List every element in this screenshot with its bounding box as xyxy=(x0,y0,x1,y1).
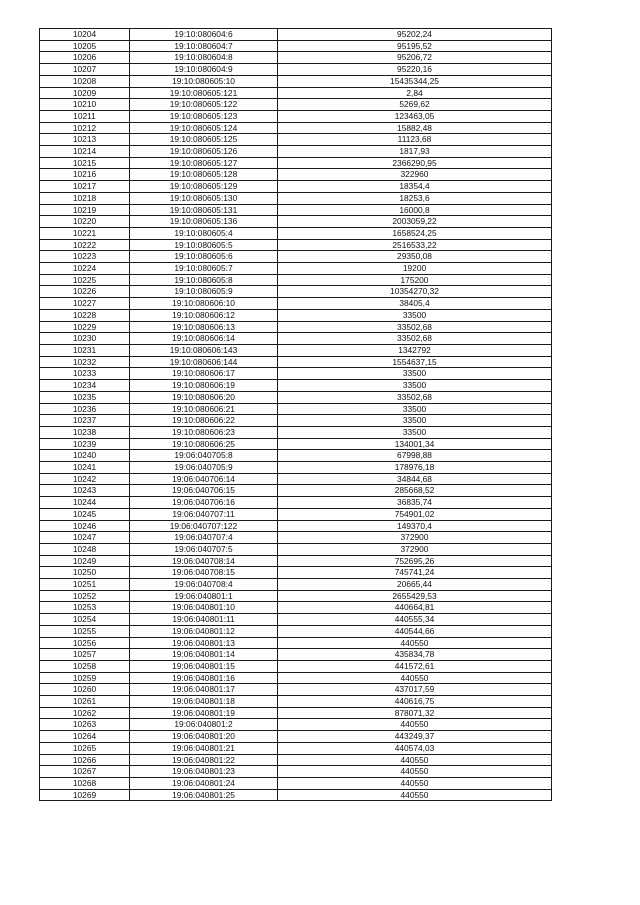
table-row xyxy=(40,110,552,122)
table-row xyxy=(40,99,552,111)
amount-cell: 745741,24 xyxy=(278,567,552,579)
data-table xyxy=(39,28,552,801)
row-id-cell: 10261 xyxy=(40,696,130,708)
table-row xyxy=(40,754,552,766)
amount-cell: 33502,68 xyxy=(278,321,552,333)
row-id-cell: 10220 xyxy=(40,216,130,228)
row-id-cell: 10210 xyxy=(40,99,130,111)
row-id-cell: 10226 xyxy=(40,286,130,298)
row-id-cell: 10256 xyxy=(40,637,130,649)
cadastral-number-cell: 19:06:040708:15 xyxy=(130,567,278,579)
cadastral-number-cell: 19:10:080605:127 xyxy=(130,157,278,169)
row-id-cell: 10217 xyxy=(40,181,130,193)
row-id-cell: 10267 xyxy=(40,766,130,778)
cadastral-number-cell: 19:06:040801:21 xyxy=(130,742,278,754)
row-id-cell: 10249 xyxy=(40,555,130,567)
cadastral-number-cell: 19:06:040707:122 xyxy=(130,520,278,532)
cadastral-number-cell: 19:06:040706:14 xyxy=(130,473,278,485)
amount-cell: 18354,4 xyxy=(278,181,552,193)
row-id-cell: 10207 xyxy=(40,64,130,76)
cadastral-number-cell: 19:06:040708:4 xyxy=(130,579,278,591)
amount-cell: 33500 xyxy=(278,309,552,321)
table-row xyxy=(40,567,552,579)
amount-cell: 15882,48 xyxy=(278,122,552,134)
cadastral-number-cell: 19:06:040705:8 xyxy=(130,450,278,462)
amount-cell: 178976,18 xyxy=(278,462,552,474)
table-row xyxy=(40,251,552,263)
row-id-cell: 10235 xyxy=(40,391,130,403)
row-id-cell: 10248 xyxy=(40,543,130,555)
table-row xyxy=(40,590,552,602)
table-row xyxy=(40,426,552,438)
cadastral-number-cell: 19:10:080605:128 xyxy=(130,169,278,181)
table-row xyxy=(40,333,552,345)
row-id-cell: 10260 xyxy=(40,684,130,696)
table-row xyxy=(40,415,552,427)
amount-cell: 440550 xyxy=(278,754,552,766)
cadastral-number-cell: 19:10:080606:13 xyxy=(130,321,278,333)
cadastral-number-cell: 19:06:040801:1 xyxy=(130,590,278,602)
table-row xyxy=(40,473,552,485)
row-id-cell: 10238 xyxy=(40,426,130,438)
row-id-cell: 10216 xyxy=(40,169,130,181)
cadastral-number-cell: 19:10:080604:7 xyxy=(130,40,278,52)
table-row xyxy=(40,169,552,181)
row-id-cell: 10205 xyxy=(40,40,130,52)
table-row xyxy=(40,532,552,544)
row-id-cell: 10264 xyxy=(40,731,130,743)
amount-cell: 5269,62 xyxy=(278,99,552,111)
cadastral-number-cell: 19:06:040801:2 xyxy=(130,719,278,731)
row-id-cell: 10206 xyxy=(40,52,130,64)
amount-cell: 1817,93 xyxy=(278,146,552,158)
amount-cell: 440616,75 xyxy=(278,696,552,708)
amount-cell: 95202,24 xyxy=(278,29,552,41)
cadastral-number-cell: 19:10:080606:12 xyxy=(130,309,278,321)
amount-cell: 754901,02 xyxy=(278,508,552,520)
cadastral-number-cell: 19:10:080606:17 xyxy=(130,368,278,380)
amount-cell: 372900 xyxy=(278,543,552,555)
cadastral-number-cell: 19:10:080605:10 xyxy=(130,75,278,87)
amount-cell: 95206,72 xyxy=(278,52,552,64)
row-id-cell: 10251 xyxy=(40,579,130,591)
table-row xyxy=(40,380,552,392)
cadastral-number-cell: 19:10:080604:8 xyxy=(130,52,278,64)
row-id-cell: 10250 xyxy=(40,567,130,579)
row-id-cell: 10214 xyxy=(40,146,130,158)
cadastral-number-cell: 19:06:040801:10 xyxy=(130,602,278,614)
cadastral-number-cell: 19:10:080605:131 xyxy=(130,204,278,216)
table-row xyxy=(40,672,552,684)
cadastral-number-cell: 19:10:080605:8 xyxy=(130,274,278,286)
amount-cell: 33500 xyxy=(278,426,552,438)
table-row xyxy=(40,321,552,333)
table-row xyxy=(40,485,552,497)
row-id-cell: 10208 xyxy=(40,75,130,87)
amount-cell: 1554637,15 xyxy=(278,356,552,368)
cadastral-number-cell: 19:10:080605:136 xyxy=(130,216,278,228)
table-row xyxy=(40,204,552,216)
table-row xyxy=(40,543,552,555)
table-row xyxy=(40,660,552,672)
document-page xyxy=(39,28,551,801)
row-id-cell: 10265 xyxy=(40,742,130,754)
amount-cell: 441572,61 xyxy=(278,660,552,672)
amount-cell: 33500 xyxy=(278,415,552,427)
row-id-cell: 10218 xyxy=(40,192,130,204)
table-row xyxy=(40,555,552,567)
amount-cell: 33500 xyxy=(278,403,552,415)
row-id-cell: 10222 xyxy=(40,239,130,251)
row-id-cell: 10229 xyxy=(40,321,130,333)
table-row xyxy=(40,602,552,614)
amount-cell: 440664,81 xyxy=(278,602,552,614)
amount-cell: 2003059,22 xyxy=(278,216,552,228)
amount-cell: 752695,26 xyxy=(278,555,552,567)
cadastral-number-cell: 19:10:080605:6 xyxy=(130,251,278,263)
amount-cell: 2655429,53 xyxy=(278,590,552,602)
cadastral-number-cell: 19:10:080606:22 xyxy=(130,415,278,427)
cadastral-number-cell: 19:06:040707:11 xyxy=(130,508,278,520)
amount-cell: 440574,03 xyxy=(278,742,552,754)
cadastral-number-cell: 19:10:080604:9 xyxy=(130,64,278,76)
amount-cell: 134001,34 xyxy=(278,438,552,450)
amount-cell: 18253,6 xyxy=(278,192,552,204)
cadastral-number-cell: 19:06:040706:16 xyxy=(130,497,278,509)
cadastral-number-cell: 19:10:080605:130 xyxy=(130,192,278,204)
table-row xyxy=(40,789,552,801)
table-row xyxy=(40,368,552,380)
row-id-cell: 10211 xyxy=(40,110,130,122)
table-row xyxy=(40,462,552,474)
cadastral-number-cell: 19:06:040706:15 xyxy=(130,485,278,497)
table-row xyxy=(40,344,552,356)
cadastral-number-cell: 19:10:080606:14 xyxy=(130,333,278,345)
amount-cell: 440550 xyxy=(278,672,552,684)
row-id-cell: 10239 xyxy=(40,438,130,450)
cadastral-number-cell: 19:06:040801:14 xyxy=(130,649,278,661)
amount-cell: 440550 xyxy=(278,766,552,778)
row-id-cell: 10254 xyxy=(40,614,130,626)
table-row xyxy=(40,438,552,450)
row-id-cell: 10247 xyxy=(40,532,130,544)
amount-cell: 2366290,95 xyxy=(278,157,552,169)
amount-cell: 29350,08 xyxy=(278,251,552,263)
table-row xyxy=(40,134,552,146)
cadastral-number-cell: 19:10:080606:23 xyxy=(130,426,278,438)
amount-cell: 95195,52 xyxy=(278,40,552,52)
table-row xyxy=(40,356,552,368)
table-row xyxy=(40,778,552,790)
cadastral-number-cell: 19:06:040705:9 xyxy=(130,462,278,474)
table-row xyxy=(40,649,552,661)
table-row xyxy=(40,29,552,41)
cadastral-number-cell: 19:06:040801:16 xyxy=(130,672,278,684)
amount-cell: 443249,37 xyxy=(278,731,552,743)
cadastral-number-cell: 19:06:040801:17 xyxy=(130,684,278,696)
row-id-cell: 10244 xyxy=(40,497,130,509)
table-row xyxy=(40,40,552,52)
amount-cell: 16000,8 xyxy=(278,204,552,216)
table-row xyxy=(40,766,552,778)
row-id-cell: 10230 xyxy=(40,333,130,345)
amount-cell: 285668,52 xyxy=(278,485,552,497)
row-id-cell: 10225 xyxy=(40,274,130,286)
cadastral-number-cell: 19:06:040801:18 xyxy=(130,696,278,708)
amount-cell: 440550 xyxy=(278,719,552,731)
table-row xyxy=(40,309,552,321)
amount-cell: 20665,44 xyxy=(278,579,552,591)
table-row xyxy=(40,614,552,626)
amount-cell: 19200 xyxy=(278,263,552,275)
cadastral-number-cell: 19:10:080604:6 xyxy=(130,29,278,41)
table-row xyxy=(40,579,552,591)
row-id-cell: 10209 xyxy=(40,87,130,99)
cadastral-number-cell: 19:10:080606:25 xyxy=(130,438,278,450)
row-id-cell: 10215 xyxy=(40,157,130,169)
row-id-cell: 10227 xyxy=(40,298,130,310)
amount-cell: 10354270,32 xyxy=(278,286,552,298)
table-row xyxy=(40,75,552,87)
cadastral-number-cell: 19:10:080605:122 xyxy=(130,99,278,111)
cadastral-number-cell: 19:10:080605:7 xyxy=(130,263,278,275)
amount-cell: 36835,74 xyxy=(278,497,552,509)
amount-cell: 95220,16 xyxy=(278,64,552,76)
table-row xyxy=(40,122,552,134)
cadastral-number-cell: 19:10:080605:126 xyxy=(130,146,278,158)
cadastral-number-cell: 19:10:080605:4 xyxy=(130,227,278,239)
amount-cell: 878071,32 xyxy=(278,707,552,719)
amount-cell: 34844,68 xyxy=(278,473,552,485)
cadastral-number-cell: 19:10:080605:129 xyxy=(130,181,278,193)
table-row xyxy=(40,696,552,708)
table-row xyxy=(40,286,552,298)
amount-cell: 67998,88 xyxy=(278,450,552,462)
amount-cell: 33502,68 xyxy=(278,333,552,345)
table-row xyxy=(40,87,552,99)
row-id-cell: 10213 xyxy=(40,134,130,146)
table-row xyxy=(40,157,552,169)
cadastral-number-cell: 19:10:080605:123 xyxy=(130,110,278,122)
cadastral-number-cell: 19:10:080605:5 xyxy=(130,239,278,251)
table-row xyxy=(40,227,552,239)
cadastral-number-cell: 19:06:040801:23 xyxy=(130,766,278,778)
cadastral-number-cell: 19:10:080605:124 xyxy=(130,122,278,134)
row-id-cell: 10255 xyxy=(40,625,130,637)
cadastral-number-cell: 19:06:040708:14 xyxy=(130,555,278,567)
amount-cell: 33500 xyxy=(278,380,552,392)
row-id-cell: 10246 xyxy=(40,520,130,532)
row-id-cell: 10228 xyxy=(40,309,130,321)
cadastral-number-cell: 19:06:040801:15 xyxy=(130,660,278,672)
amount-cell: 1658524,25 xyxy=(278,227,552,239)
row-id-cell: 10245 xyxy=(40,508,130,520)
row-id-cell: 10233 xyxy=(40,368,130,380)
table-row xyxy=(40,146,552,158)
row-id-cell: 10253 xyxy=(40,602,130,614)
table-row xyxy=(40,707,552,719)
table-row xyxy=(40,625,552,637)
row-id-cell: 10223 xyxy=(40,251,130,263)
table-row xyxy=(40,520,552,532)
row-id-cell: 10241 xyxy=(40,462,130,474)
table-row xyxy=(40,239,552,251)
row-id-cell: 10237 xyxy=(40,415,130,427)
amount-cell: 1342792 xyxy=(278,344,552,356)
cadastral-number-cell: 19:06:040801:19 xyxy=(130,707,278,719)
table-row xyxy=(40,298,552,310)
amount-cell: 440550 xyxy=(278,637,552,649)
amount-cell: 440544,66 xyxy=(278,625,552,637)
table-row xyxy=(40,450,552,462)
cadastral-number-cell: 19:06:040801:24 xyxy=(130,778,278,790)
table-row xyxy=(40,719,552,731)
table-row xyxy=(40,637,552,649)
amount-cell: 435834,78 xyxy=(278,649,552,661)
amount-cell: 149370,4 xyxy=(278,520,552,532)
table-row xyxy=(40,181,552,193)
table-row xyxy=(40,508,552,520)
cadastral-number-cell: 19:10:080606:20 xyxy=(130,391,278,403)
table-row xyxy=(40,403,552,415)
cadastral-number-cell: 19:10:080605:121 xyxy=(130,87,278,99)
cadastral-number-cell: 19:06:040707:4 xyxy=(130,532,278,544)
table-body xyxy=(40,29,552,801)
amount-cell: 440550 xyxy=(278,778,552,790)
cadastral-number-cell: 19:06:040801:12 xyxy=(130,625,278,637)
cadastral-number-cell: 19:06:040801:11 xyxy=(130,614,278,626)
row-id-cell: 10236 xyxy=(40,403,130,415)
table-row xyxy=(40,497,552,509)
cadastral-number-cell: 19:10:080606:21 xyxy=(130,403,278,415)
amount-cell: 175200 xyxy=(278,274,552,286)
table-row xyxy=(40,192,552,204)
row-id-cell: 10232 xyxy=(40,356,130,368)
row-id-cell: 10243 xyxy=(40,485,130,497)
amount-cell: 15435344,25 xyxy=(278,75,552,87)
table-row xyxy=(40,274,552,286)
amount-cell: 123463,05 xyxy=(278,110,552,122)
amount-cell: 440555,34 xyxy=(278,614,552,626)
row-id-cell: 10263 xyxy=(40,719,130,731)
amount-cell: 437017,59 xyxy=(278,684,552,696)
row-id-cell: 10212 xyxy=(40,122,130,134)
amount-cell: 11123,68 xyxy=(278,134,552,146)
table-row xyxy=(40,52,552,64)
row-id-cell: 10242 xyxy=(40,473,130,485)
cadastral-number-cell: 19:06:040707:5 xyxy=(130,543,278,555)
amount-cell: 440550 xyxy=(278,789,552,801)
amount-cell: 33500 xyxy=(278,368,552,380)
row-id-cell: 10204 xyxy=(40,29,130,41)
row-id-cell: 10252 xyxy=(40,590,130,602)
amount-cell: 322960 xyxy=(278,169,552,181)
amount-cell: 33502,68 xyxy=(278,391,552,403)
cadastral-number-cell: 19:06:040801:20 xyxy=(130,731,278,743)
amount-cell: 2516533,22 xyxy=(278,239,552,251)
table-row xyxy=(40,391,552,403)
amount-cell: 38405,4 xyxy=(278,298,552,310)
row-id-cell: 10257 xyxy=(40,649,130,661)
row-id-cell: 10259 xyxy=(40,672,130,684)
cadastral-number-cell: 19:10:080606:143 xyxy=(130,344,278,356)
amount-cell: 372900 xyxy=(278,532,552,544)
row-id-cell: 10224 xyxy=(40,263,130,275)
row-id-cell: 10258 xyxy=(40,660,130,672)
row-id-cell: 10240 xyxy=(40,450,130,462)
row-id-cell: 10231 xyxy=(40,344,130,356)
cadastral-number-cell: 19:10:080606:10 xyxy=(130,298,278,310)
row-id-cell: 10219 xyxy=(40,204,130,216)
table-row xyxy=(40,263,552,275)
row-id-cell: 10221 xyxy=(40,227,130,239)
cadastral-number-cell: 19:06:040801:13 xyxy=(130,637,278,649)
table-row xyxy=(40,742,552,754)
row-id-cell: 10262 xyxy=(40,707,130,719)
row-id-cell: 10234 xyxy=(40,380,130,392)
table-row xyxy=(40,731,552,743)
cadastral-number-cell: 19:06:040801:25 xyxy=(130,789,278,801)
cadastral-number-cell: 19:10:080606:144 xyxy=(130,356,278,368)
table-row xyxy=(40,684,552,696)
table-row xyxy=(40,64,552,76)
table-row xyxy=(40,216,552,228)
row-id-cell: 10269 xyxy=(40,789,130,801)
row-id-cell: 10268 xyxy=(40,778,130,790)
cadastral-number-cell: 19:10:080605:125 xyxy=(130,134,278,146)
cadastral-number-cell: 19:10:080606:19 xyxy=(130,380,278,392)
cadastral-number-cell: 19:10:080605:9 xyxy=(130,286,278,298)
amount-cell: 2,84 xyxy=(278,87,552,99)
row-id-cell: 10266 xyxy=(40,754,130,766)
cadastral-number-cell: 19:06:040801:22 xyxy=(130,754,278,766)
